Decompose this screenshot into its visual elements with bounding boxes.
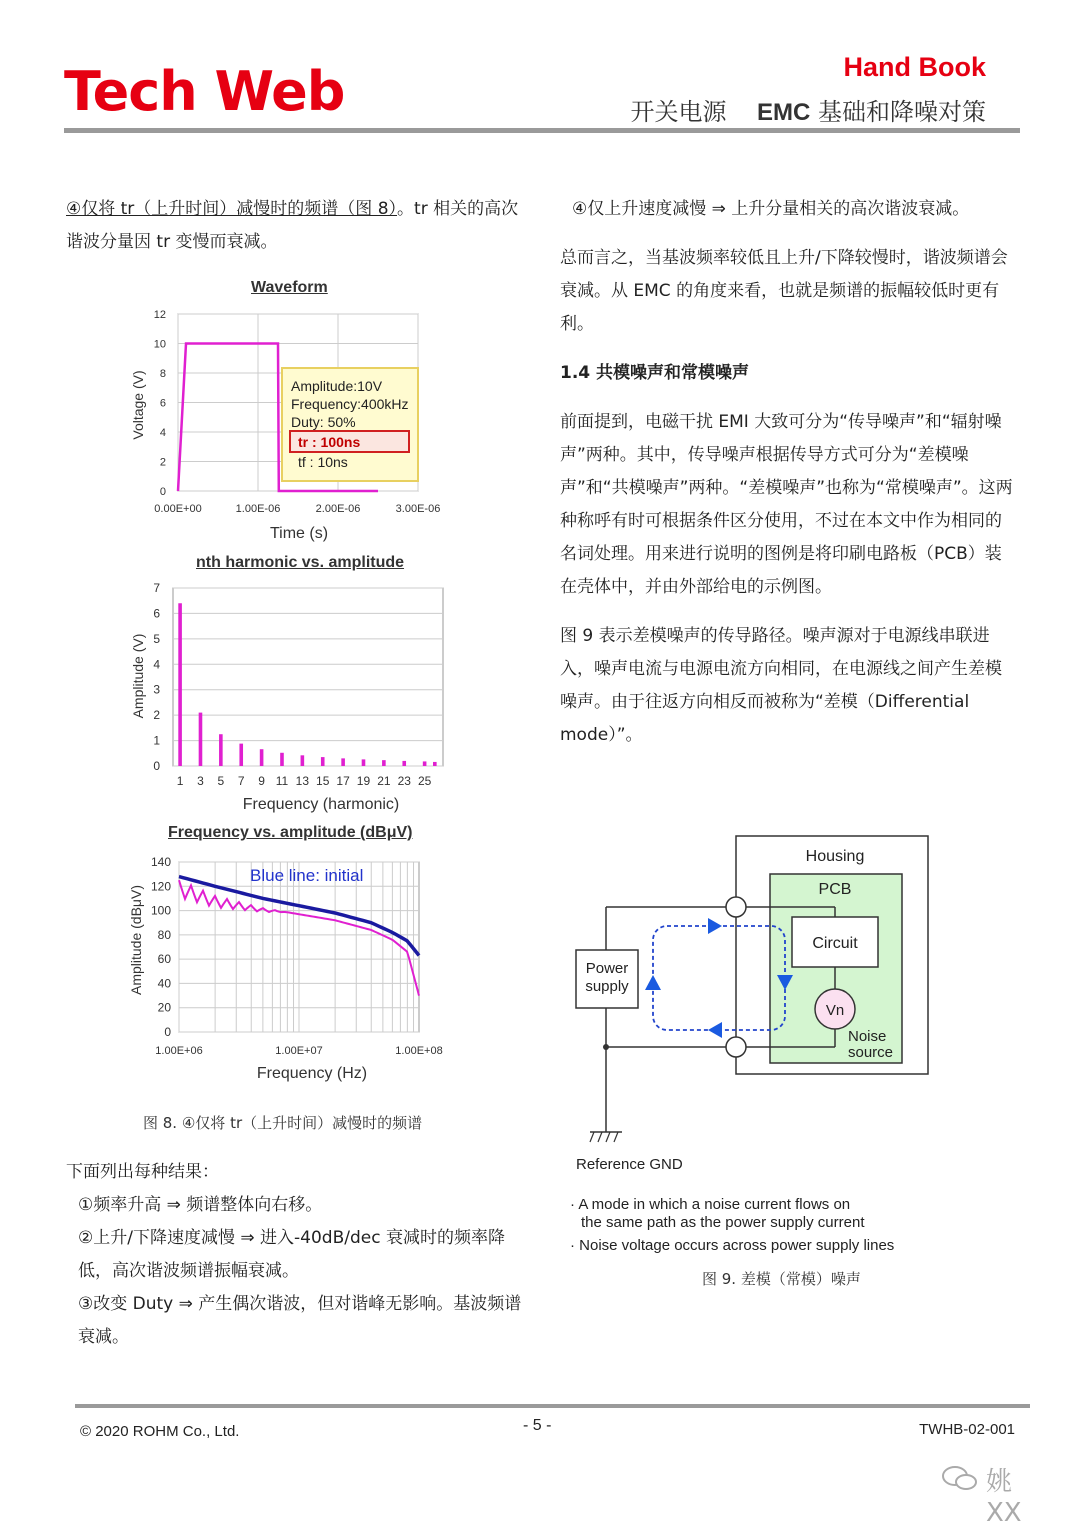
chart3-xtick: 1.00E+08 — [395, 1045, 443, 1057]
note-1b: the same path as the power supply current — [581, 1214, 865, 1231]
chart3-ytick: 40 — [157, 976, 171, 991]
chart1-ytick: 0 — [159, 486, 166, 498]
chart2-title: nth harmonic vs. amplitude — [196, 554, 405, 571]
chart2-xtick: 1 — [176, 774, 184, 788]
wechat-icon — [940, 1463, 980, 1493]
arrow-left-icon — [708, 1022, 722, 1038]
note-1a: · A mode in which a noise current flows on — [570, 1196, 851, 1213]
chart3-xlabel: Frequency (Hz) — [256, 1065, 368, 1082]
chart1-xtick: 3.00E-06 — [395, 503, 441, 515]
chart2-ytick: 0 — [153, 759, 160, 773]
harmonic-bar — [402, 761, 406, 766]
chart3-ytick: 120 — [150, 879, 171, 894]
chart2-ytick: 6 — [153, 606, 160, 621]
terminal-top — [726, 897, 746, 917]
pcb-label: PCB — [818, 881, 852, 898]
harmonic-bar — [423, 761, 427, 766]
chart1-ylabel: Voltage (V) — [130, 370, 146, 440]
chart1-xtick: 2.00E-06 — [315, 503, 361, 515]
subtitle-cn2: 基础和降噪对策 — [818, 98, 986, 126]
chart1-ytick: 6 — [159, 397, 166, 410]
chart1-ytick: 8 — [159, 368, 166, 380]
param-duty: Duty: 50% — [291, 414, 356, 430]
harmonic-bar — [280, 753, 284, 766]
harmonic-bar — [433, 762, 437, 766]
noise-source-label-2: source — [848, 1044, 894, 1061]
header-rule — [64, 128, 1020, 133]
housing-label: Housing — [805, 848, 865, 865]
doc-id: TWHB-02-001 — [919, 1421, 1015, 1438]
chart2-ytick: 4 — [153, 657, 160, 672]
results-intro: 下面列出每种结果： — [66, 1162, 219, 1182]
chart2-xtick: 11 — [275, 774, 289, 788]
figure8-caption: 图 8. ④仅将 tr（上升时间）减慢时的频谱 — [143, 1114, 423, 1132]
chart2-xtick: 5 — [217, 774, 225, 788]
chart3-ytick: 100 — [150, 903, 171, 918]
chart2-xlabel: Frequency (harmonic) — [242, 796, 400, 813]
figure9-caption: 图 9. 差模（常模）噪声 — [702, 1270, 861, 1288]
watermark-text: 姚XX — [986, 1467, 1022, 1528]
vn-label: Vn — [825, 1002, 845, 1019]
harmonic-bar — [382, 760, 386, 766]
copyright: © 2020 ROHM Co., Ltd. — [80, 1423, 240, 1440]
waveform-chart — [125, 300, 445, 550]
param-frequency: Frequency:400kHz — [291, 396, 409, 412]
handbook-title: Hand Book — [843, 52, 986, 82]
terminal-bottom — [726, 1037, 746, 1057]
result-3-text: ③改变 Duty ⇒ 产生偶次谐波，但对谐峰无影响。基波频谱衰减。 — [78, 1294, 522, 1347]
chart2-xtick: 13 — [295, 774, 310, 788]
power-supply-label-2: supply — [585, 978, 629, 995]
chart2-xtick: 17 — [336, 774, 350, 788]
chart1-ytick: 12 — [153, 309, 166, 321]
chart2-xtick: 19 — [356, 774, 371, 788]
chart1-ytick: 4 — [159, 427, 166, 439]
subtitle-cn1: 开关电源 — [630, 98, 727, 126]
arrow-up-icon — [645, 975, 661, 990]
chart2-xtick: 9 — [258, 774, 265, 788]
harmonic-bar — [362, 759, 366, 766]
handbook-subtitle — [631, 92, 987, 127]
harmonic-bar — [321, 757, 325, 766]
chart1-xlabel: Time (s) — [269, 525, 329, 542]
chart2-xtick: 7 — [237, 774, 245, 788]
chart2-xtick: 25 — [417, 774, 432, 788]
harmonic-bar — [199, 713, 203, 766]
result-2 — [66, 1222, 526, 1288]
harmonic-bar — [301, 755, 305, 766]
chart3-ytick: 20 — [157, 1000, 171, 1015]
harmonic-bar — [260, 749, 264, 766]
intro-rest: 。tr 相关的高次谐波分量因 tr 变慢而衰减。 — [66, 199, 519, 252]
dbuv-chart — [125, 848, 455, 1088]
harmonic-chart — [125, 576, 455, 821]
left-intro — [66, 193, 524, 259]
noise-source-label-1: Noise — [848, 1028, 887, 1045]
chart3-legend-text: Blue line: initial — [250, 866, 364, 885]
reference-gnd-label: Reference GND — [576, 1156, 683, 1173]
arrow-right-icon — [708, 918, 722, 934]
watermark — [940, 1459, 1040, 1528]
chart2-xtick: 15 — [316, 774, 330, 788]
chart2-plot-area — [173, 588, 443, 766]
page-number: - 5 - — [523, 1417, 552, 1434]
note-2: · Noise voltage occurs across power supply lines — [570, 1237, 895, 1254]
logo: Tech Web — [64, 60, 345, 123]
subtitle-emc: EMC — [757, 99, 811, 126]
chart2-xtick: 3 — [197, 774, 204, 788]
chart2-ytick: 2 — [153, 708, 160, 723]
power-supply-label-1: Power — [585, 960, 629, 977]
result-2-text: ②上升/下降速度减慢 ⇒ 进入-40dB/dec 衰减时的频率降低，高次谐波频谱振幅衰减。 — [78, 1228, 505, 1281]
circuit-label: Circuit — [812, 935, 858, 952]
paragraph-2: 图 9 表示差模噪声的传导路径。噪声源对于电源线串联进入，噪声电流与电源电流方向相同，在电源线之间产生差模噪声。由于往返方向相反而被称为“差模（Differential mode）”。 — [560, 626, 1002, 745]
item4: ④仅上升速度减慢 ⇒ 上升分量相关的高次谐波衰减。 — [572, 199, 970, 219]
chart3-xtick: 1.00E+06 — [155, 1045, 203, 1057]
chart3-ytick: 60 — [157, 952, 171, 967]
section-heading: 1.4 共模噪声和常模噪声 — [560, 363, 750, 383]
intro-link: ④仅将 tr（上升时间）减慢时的频谱（图 8） — [66, 199, 398, 219]
param-tf: tf : 10ns — [298, 454, 348, 470]
right-text — [560, 193, 1016, 752]
result-3 — [66, 1288, 526, 1354]
chart1-ytick: 2 — [159, 456, 166, 469]
param-tr: tr : 100ns — [298, 434, 361, 450]
chart3-ytick: 0 — [164, 1025, 171, 1039]
chart2-xtick: 23 — [397, 774, 411, 788]
results-list — [66, 1156, 526, 1354]
param-amplitude: Amplitude:10V — [291, 378, 383, 394]
harmonic-bar — [219, 734, 223, 766]
chart2-ytick: 7 — [153, 581, 160, 595]
chart3-xtick: 1.00E+07 — [275, 1045, 323, 1057]
chart1-title: Waveform — [251, 279, 328, 296]
chart1-ytick: 10 — [153, 338, 166, 351]
result-1: ①频率升高 ⇒ 频谱整体向右移。 — [78, 1195, 323, 1215]
footer-rule — [75, 1404, 1030, 1408]
chart2-xtick: 21 — [377, 774, 391, 788]
chart2-ylabel: Amplitude (V) — [130, 633, 146, 719]
chart2-ytick: 5 — [153, 631, 160, 646]
harmonic-bar — [239, 744, 243, 766]
chart3-ytick: 140 — [150, 855, 171, 869]
harmonic-bar — [341, 758, 345, 766]
paragraph-1: 前面提到，电磁干扰 EMI 大致可分为“传导噪声”和“辐射噪声”两种。其中，传导噪声根据传导方式可分为“差模噪声”和“共模噪声”两种。“差模噪声”也称为“常模噪声”。这两种称呼有时可根据条件区分使用，不过在本文中作为相同的名词处理。用来进行说明的图例是将印刷电路板（PCB）装在壳体中，并由外部给电的示例图。 — [560, 412, 1013, 597]
chart2-ytick: 1 — [153, 733, 160, 748]
chart1-xtick: 1.00E-06 — [235, 503, 281, 515]
chart3-ytick: 80 — [157, 927, 171, 942]
harmonic-bar — [178, 603, 182, 766]
chart3-ylabel: Amplitude (dBμV) — [128, 885, 144, 995]
summary-paragraph: 总而言之，当基波频率较低且上升/下降较慢时，谐波频谱会衰减。从 EMC 的角度来看，也就是频谱的振幅较低时更有利。 — [560, 248, 1008, 334]
chart2-ytick: 3 — [153, 682, 160, 697]
chart1-xtick: 0.00E+00 — [154, 503, 202, 515]
differential-mode-diagram — [560, 830, 960, 1260]
chart3-title: Frequency vs. amplitude (dBμV) — [168, 824, 413, 841]
